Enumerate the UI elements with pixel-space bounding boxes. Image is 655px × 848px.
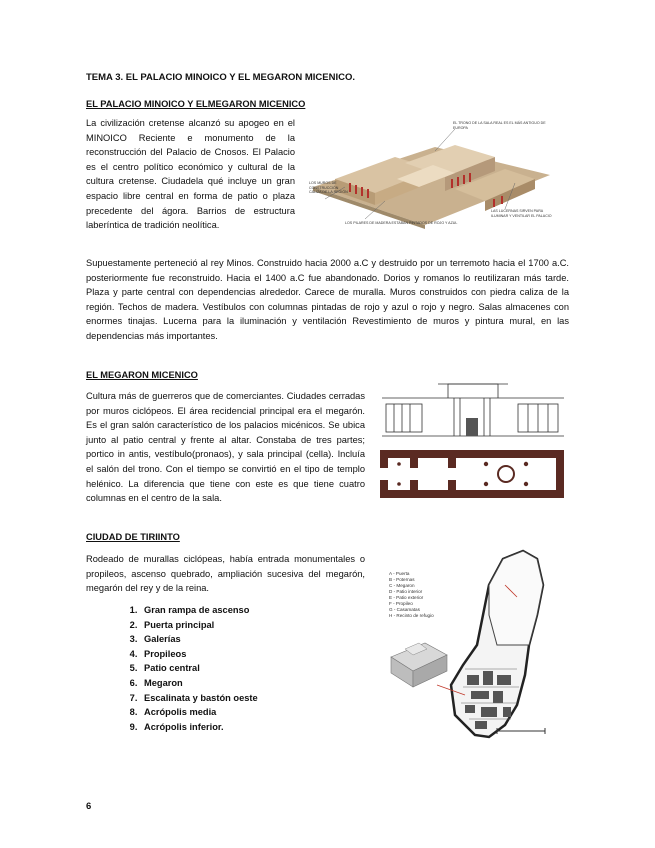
legend-item: C - Megaron: [389, 583, 415, 588]
legend-item: D - Patio interior: [389, 589, 423, 594]
list-item: 5. Patio central: [140, 661, 258, 676]
list-item: 2. Puerta principal: [140, 618, 258, 633]
label-skylights: LAS LUCERNAS SIRVEN PARA ILUMINAR Y VENTILAR EL PALACIO: [491, 209, 552, 218]
megaron-drawing: [378, 378, 568, 508]
legend-item: B - Poternas: [389, 577, 415, 582]
section-heading-tirinto: CIUDAD DE TIRIINTO: [86, 532, 180, 542]
section-heading-megaron: EL MEGARON MICENICO: [86, 370, 198, 380]
legend-item: A - Puerta: [389, 571, 410, 576]
paragraph-palacio-intro: La civilización cretense alcanzó su apogeo en el MINOICO Reciente e monumento de la reconstrucción del Palacio de Cnosos. El Palacio es el centro político económico y cultural de la cultura cretense. Ciudadela qué incluye un gran espacio libre central en forma de patio o plaza precedente del ágora. Barrios de estructura laberíntica de tradición neolítica.: [86, 118, 295, 231]
paragraph-palacio-history: Supuestamente perteneció al rey Minos. Construido hacia 2000 a.C y destruido por un terremoto hacia el 1700 a.C. posteriormente fue reconstruido. Hacia el 1400 a.C fue abandonado. Dorios y romanos lo reutilizaran más tarde. Plaza y parte central con dependencias alrededor. Carece de muralla. Muros construidos con piedra caliza de la región. Techos de madera. Vestíbulos con columnas pintadas de rojo y azul o rojo y negro. Salas almacenes con enormes tinajas. Lucerna para la iluminación y ventilación Revestimiento de muros y pintura mural, en las dependencias más importantes.: [86, 258, 569, 341]
section-heading-palacio: EL PALACIO MINOICO Y ELMEGARON MICENICO: [86, 99, 306, 109]
legend-item: H - Recinto de refugio: [389, 613, 434, 618]
list-item: 8. Acrópolis media: [140, 705, 258, 720]
tiryns-legend: [389, 571, 449, 619]
list-item: 3. Galerías: [140, 632, 258, 647]
tirinto-parts-list: [118, 603, 258, 734]
label-walls: LOS MUROS DE CONSTRUCCIÓN CALIZA DE LA REGIÓN: [309, 181, 348, 195]
list-item: 7. Escalinata y bastón oeste: [140, 691, 258, 706]
paragraph-megaron: Cultura más de guerreros que de comerciantes. Ciudades cerradas por muros ciclópeos. El área recidencial principal era el megarón. Es el gran salón característico de los palacios micénicos. Se ubica junto al patio central y frente al altar. Constaba de tres partes; portico in antis, vestíbulo(pronaos), y sala principal (cella). Incluía el salón del trono. Con el tiempo se convirtió en el tipo de templo helénico. La diferencia que tiene con este es que tiene cuatro columnas en el centro de la sala.: [86, 391, 365, 504]
list-item: 1. Gran rampa de ascenso: [140, 603, 258, 618]
legend-item: G - Casamatas: [389, 607, 420, 612]
label-pillars: LOS PILARES DE MADERA ESTABAN PINTADOS DE ROJO Y AZUL: [345, 221, 458, 225]
page-number: 6: [86, 801, 92, 812]
list-item: 6. Megaron: [140, 676, 258, 691]
page-title: TEMA 3. EL PALACIO MINOICO Y EL MEGARON MICENICO.: [86, 72, 356, 83]
legend-item: F - Propileo: [389, 601, 413, 606]
knossos-palace-illustration: [305, 117, 555, 233]
megaron-elevation-and-plan: [378, 378, 568, 508]
list-item: 4. Propileos: [140, 647, 258, 662]
list-item: 9. Acrópolis inferior.: [140, 720, 258, 735]
label-throne: EL TRONO DE LA SALA REAL ES EL MÁS ANTIGUO DE EUROPA: [453, 121, 546, 130]
paragraph-tirinto: Rodeado de murallas ciclópeas, había entrada monumentales o propileos, ascenso quebrado, ampliación sucesiva del megarón, megarón del rey y de la reina.: [86, 554, 365, 594]
tiryns-plan-figure: [385, 545, 568, 740]
legend-item: E - Patio exterior: [389, 595, 424, 600]
